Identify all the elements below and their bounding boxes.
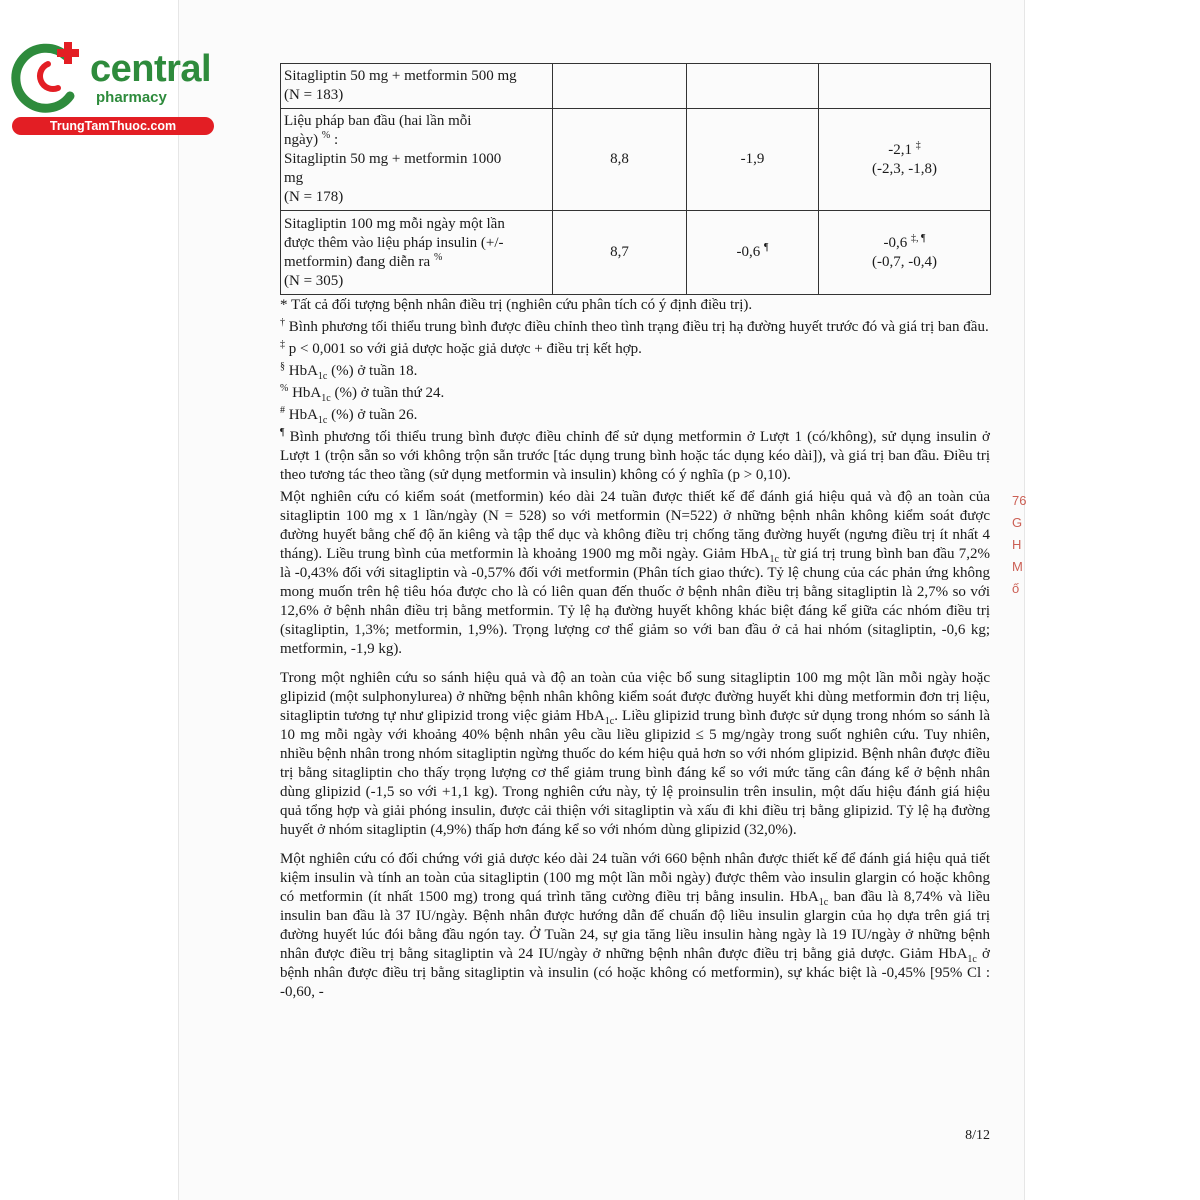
footnote: # HbA$_{1c}$ (%) ở tuần 26. (280, 405, 418, 426)
margin-mark: ố (1012, 581, 1020, 596)
logo-url[interactable]: TrungTamThuoc.com (12, 117, 214, 135)
table-cell-baseline: 8,8 (553, 109, 687, 211)
footnote: ¶ Bình phương tối thiểu trung bình được điều chỉnh để sử dụng metformin ở Lượt 1 (có/không), sử dụng insulin ở Lượt 1 (trộn sẵn so với không trộn sẵn trước [tác dụng trung bình hoặc tác dụng kéo dài]), và giá trị ban đầu. Điều trị theo tương tác theo tầng (sử dụng metformin và insulin) không có ý nghĩa (p > 0,10). (280, 427, 990, 483)
footnote: § HbA$_{1c}$ (%) ở tuần 18. (280, 361, 418, 382)
table-cell-treatment: Liệu pháp ban đầu (hai lần mỗi ngày) % : Sitagliptin 50 mg + metformin 1000 mg (N = 178) (281, 109, 553, 211)
margin-mark: G (1012, 515, 1023, 530)
table-cell-baseline: 8,7 (553, 211, 687, 295)
margin-mark: M (1012, 559, 1023, 574)
table-cell-treatment: Sitagliptin 50 mg + metformin 500 mg (N = 183) (281, 64, 553, 109)
table-cell-difference: -2,1 ‡ (-2,3, -1,8) (819, 109, 991, 211)
results-table (280, 63, 991, 295)
footnote: † Bình phương tối thiểu trung bình được điều chỉnh theo tình trạng điều trị hạ đường huyết trước đó và giá trị ban đầu. (280, 317, 989, 335)
footnote: % HbA$_{1c}$ (%) ở tuần thứ 24. (280, 383, 445, 404)
table-cell-change: -0,6 ¶ (687, 211, 819, 295)
table-cell-difference: -0,6 ‡, ¶ (-0,7, -0,4) (819, 211, 991, 295)
table-row (281, 211, 991, 295)
table-cell-change: -1,9 (687, 109, 819, 211)
table-cell-difference (819, 64, 991, 109)
body-paragraphs (280, 488, 990, 1002)
body-paragraph: Một nghiên cứu có đối chứng với giả dược kéo dài 24 tuần với 660 bệnh nhân được thiết kế để đánh giá hiệu quả tiết kiệm insulin và tính an toàn của sitagliptin (100 mg một lần mỗi ngày) được thêm vào insulin glargin có hoặc không có metformin (ít nhất 1500 mg) trong quá trình tăng cường điều trị bằng insulin. HbA$_{1c}$ ban đầu là 8,74% và liều insulin ban đầu là 37 IU/ngày. Bệnh nhân được hướng dẫn để chuẩn độ liều insulin glargin của họ dựa trên giá trị đường huyết lúc đói bằng đầu ngón tay. Ở Tuần 24, sự gia tăng liều insulin hàng ngày là 19 IU/ngày ở những bệnh nhân được điều trị bằng sitagliptin và 24 IU/ngày ở những bệnh nhân được điều trị bằng giả dược. Giảm HbA$_{1c}$ ở bệnh nhân được điều trị bằng sitagliptin và insulin (có hoặc không có metformin), sự khác biệt là -0,45% [95% Cl : -0,60, - (280, 851, 990, 1000)
logo-brand: central (90, 48, 212, 90)
document-content (280, 63, 990, 1012)
margin-mark: 76 (1012, 493, 1027, 508)
margin-mark: H (1012, 537, 1022, 552)
table-row (281, 109, 991, 211)
central-pharmacy-logo (8, 38, 218, 138)
margin-stamp-marks (1012, 490, 1026, 600)
pharmacy-c-cross-icon (8, 38, 88, 116)
logo-subtitle: pharmacy (96, 89, 167, 106)
body-paragraph: Trong một nghiên cứu so sánh hiệu quả và độ an toàn của việc bổ sung sitagliptin 100 mg một lần mỗi ngày hoặc glipizid (một sulphonylurea) ở những bệnh nhân không kiểm soát được đường huyết khi dùng metformin đơn trị liệu, sitagliptin tương tự như glipizid trong việc giảm HbA$_{1c}$. Liều glipizid trung bình được sử dụng trong nhóm so sánh là 10 mg mỗi ngày với khoảng 40% bệnh nhân yêu cầu liều glipizid ≤ 5 mg/ngày trong suốt nghiên cứu. Tuy nhiên, nhiều bệnh nhân trong nhóm sitagliptin ngừng thuốc do kém hiệu quả hơn so với nhóm glipizid. Bệnh nhân được điều trị bằng sitagliptin cho thấy trọng lượng cơ thể giảm trung bình đáng kể so với mức tăng cân đáng kể ở bệnh nhân dùng glipizid (-1,5 so với +1,1 kg). Trong nghiên cứu này, tỷ lệ proinsulin trên insulin, một dấu hiệu đánh giá hiệu quả tổng hợp và giải phóng insulin, được cải thiện với sitagliptin và xấu đi khi điều trị bằng glipizid. Tỷ lệ hạ đường huyết ở nhóm sitagliptin (4,9%) thấp hơn đáng kể so với nhóm dùng glipizid (32,0%). (280, 670, 990, 838)
table-cell-baseline (553, 64, 687, 109)
table-row (281, 64, 991, 109)
footnote: ‡ p < 0,001 so với giả dược hoặc giả dược + điều trị kết hợp. (280, 339, 642, 357)
footnotes (280, 296, 990, 485)
table-cell-change (687, 64, 819, 109)
body-paragraph: Một nghiên cứu có kiểm soát (metformin) kéo dài 24 tuần được thiết kế để đánh giá hiệu quả và độ an toàn của sitagliptin 100 mg x 1 lần/ngày (N = 528) so với metformin (N=522) ở những bệnh nhân không kiểm soát được đường huyết bằng chế độ ăn kiêng và tập thể dục và không điều trị chống tăng đường huyết (ngưng điều trị ít nhất 4 tháng). Liều trung bình của metformin là khoảng 1900 mg mỗi ngày. Giảm HbA$_{1c}$ từ giá trị trung bình ban đầu 7,2% là -0,43% đối với sitagliptin và -0,57% đối với metformin (Phân tích giao thức). Tỷ lệ chung của các phản ứng không mong muốn trên hệ tiêu hóa được cho là có liên quan đến thuốc ở bệnh nhân điều trị bằng sitagliptin là 2,7% so với 12,6% ở bệnh nhân điều trị bằng metformin. Tỷ lệ hạ đường huyết không khác biệt đáng kể giữa các nhóm điều trị (sitagliptin, 1,3%; metformin, 1,9%). Trọng lượng cơ thể giảm so với ban đầu ở cả hai nhóm (sitagliptin, -0,6 kg; metformin, -1,9 kg). (280, 489, 990, 657)
page-number: 8/12 (965, 1128, 990, 1143)
table-cell-treatment: Sitagliptin 100 mg mỗi ngày một lần được thêm vào liệu pháp insulin (+/- metformin) đang diễn ra % (N = 305) (281, 211, 553, 295)
footnote: * Tất cả đối tượng bệnh nhân điều trị (nghiên cứu phân tích có ý định điều trị). (280, 297, 753, 313)
